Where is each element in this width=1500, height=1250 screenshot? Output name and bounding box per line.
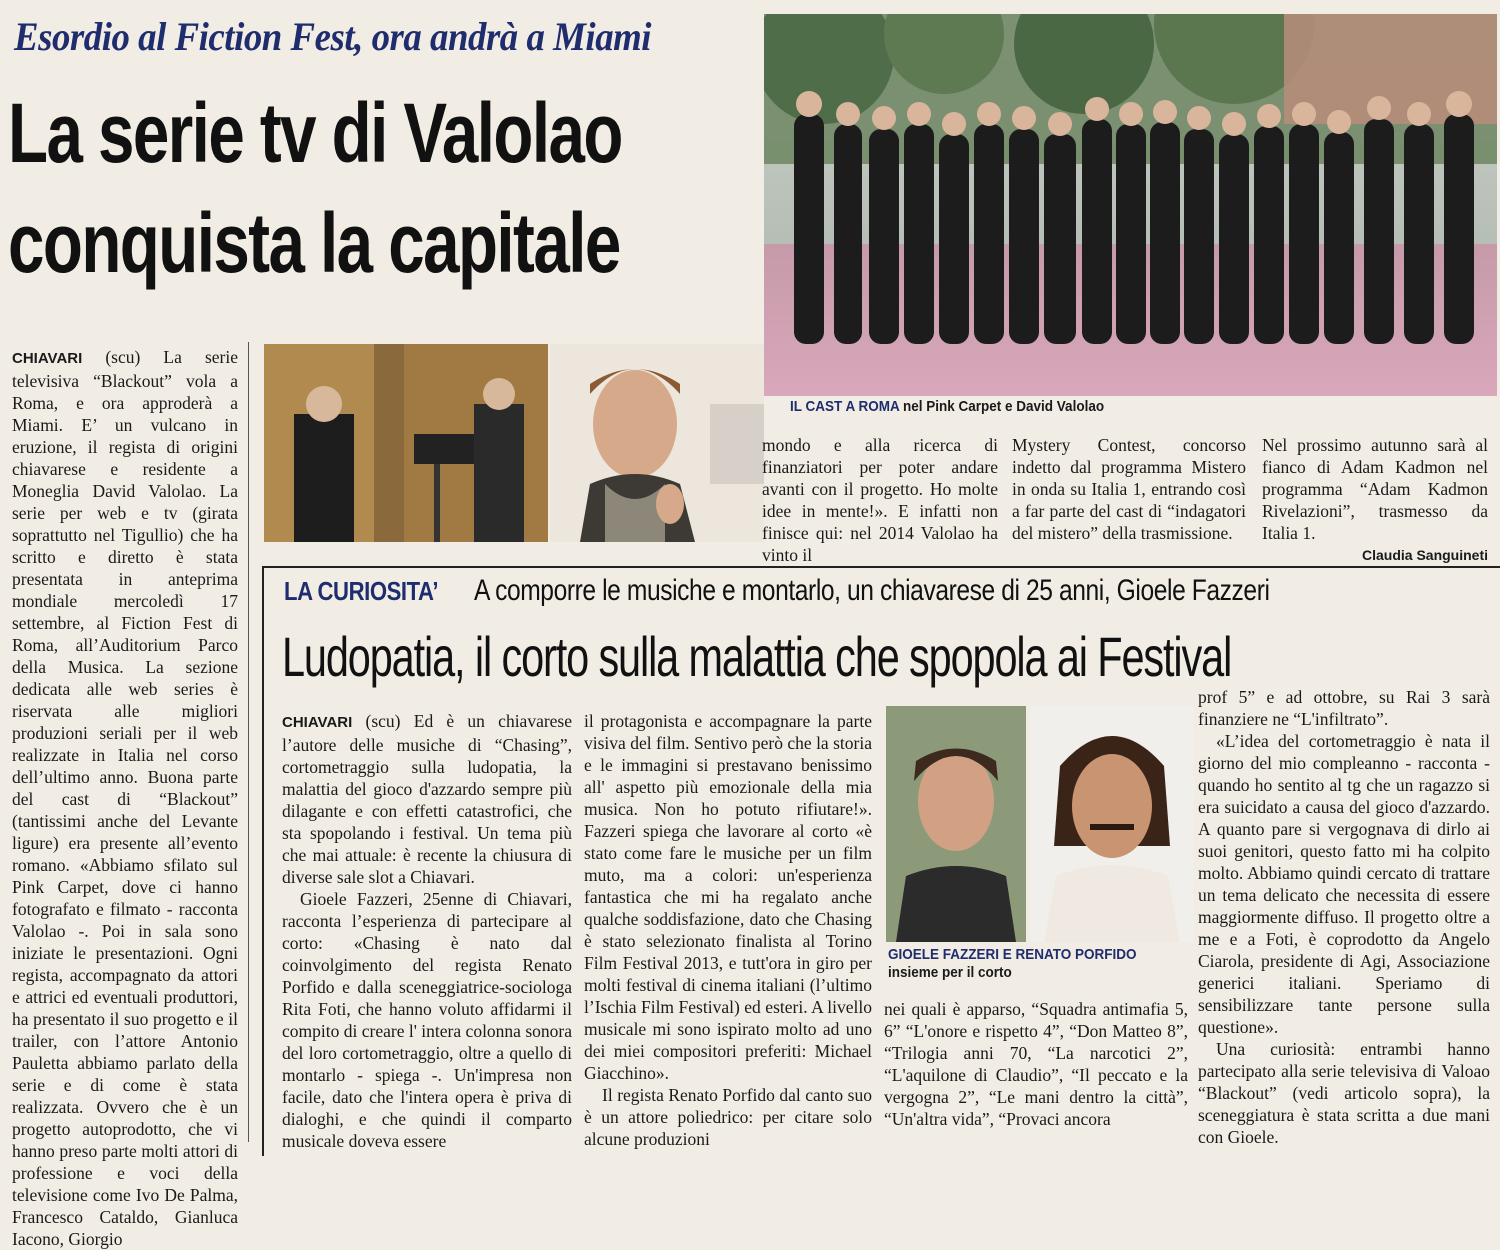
article1-body-2: mondo e alla ricerca di finanziatori per poter andare avanti con il progetto. Ho molte idee in mente!». E infatti non finisce qui: nel 2014 Valolao ha vinto il xyxy=(762,435,998,565)
cast-photo-caption-lead: IL CAST A ROMA xyxy=(790,398,900,415)
curiosity-photo-caption-lead: GIOELE FAZZERI E RENATO PORFIDO xyxy=(888,946,1137,963)
article2-column-4 xyxy=(1198,686,1490,1148)
article1-dateline: CHIAVARI xyxy=(12,350,83,367)
article2-body-3: nei quali è apparso, “Squadra antimafia 5, 6” “L'onore e rispetto 4”, “Don Matteo 8”, “Trilogia anni 70, “La narcotici 2”, “L'aquilone di Claudio”, “Il peccato e la vergogna 2”, “Le mani dentro la città”, “Un'altra vida”, “Provaci ancora xyxy=(884,999,1188,1129)
article2-dateline: CHIAVARI xyxy=(282,714,353,731)
article2-body-4c: Una curiosità: entrambi hanno partecipato alla serie televisiva di Valoao “Blackout” (vedi articolo sopra), la sceneggiatura è stata scritta a due mani con Gioele. xyxy=(1198,1039,1490,1147)
cast-group-photo xyxy=(764,14,1497,396)
gioele-fazzeri-photo xyxy=(886,706,1026,942)
curiosity-label: LA CURIOSITA’ xyxy=(284,576,439,606)
article2-body-1b: Gioele Fazzeri, 25enne di Chiavari, racconta l’esperienza di partecipare al corto: «Chasing è nato dal coinvolgimento del regista Renato Porfido e dalla sceneggiatrice-sociologa Rita Foti, che hanno voluto affidarmi il compito di creare l' intera colonna sonora del loro cortometraggio, oltre a quello di montarlo - spiega -. Un'impresa non facile, dato che l'intera opera è priva di dialoghi, e che quindi il comparto musicale doveva essere xyxy=(282,889,572,1151)
article2-body-4b: «L’idea del cortometraggio è nata il giorno del mio compleanno - racconta - quando ho sentito al tg che un ragazzo si era suicidato a causa del gioco d'azzardo. A quanto pare si vergognava di dirlo ai suoi genitori, questo fatto mi ha colpito molto. Abbiamo quindi cercato di trattare un tema delicato che necessita di essere maggiormente diffuso. Il progetto oltre a me e a Foti, è coprodotto da Angelo Ciarola, presidente di Agi, Associazione generici italiani. Speriamo di sensibilizzare tante persone sulla questione». xyxy=(1198,731,1490,1037)
article1-signature: Claudia Sanguineti xyxy=(1361,547,1488,563)
curiosity-headline: Ludopatia, il corto sulla malattia che spopola ai Festival xyxy=(282,625,1232,688)
article2-body-4a: prof 5” e ad ottobre, su Rai 3 sarà finanziere ne “L'infiltrato”. xyxy=(1198,687,1490,729)
article1-body-1: (scu) La serie televisiva “Blackout” vola a Roma, e ora approderà a Miami. E’ un vulcano in eruzione, il regista di origini chiavarese e residente a Moneglia David Valolao. La serie per web e tv (girata soprattutto nel Tigullio) che ha scritto e diretto è stata presentata in anteprima mondiale mercoledì 17 settembre, al Fiction Fest di Roma, all’Auditorium Parco della Musica. La sezione dedicata alle web series è riservata alle migliori produzioni seriali per il web realizzate in Italia nel corso dell’ultimo anno. Buona parte del cast di “Blackout” (tantissimi anche del Levante ligure) era presente all’evento romano. «Abbiamo sfilato sul Pink Carpet, dove ci hanno fotografato e filmato - racconta Valolao -. Poi in sala sono iniziate le presentazioni. Ogni regista, accompagnato da attori e attrici ed eventuali produttori, ha presentato il suo progetto e il trailer, con l’attore Antonio Pauletta abbiamo parlato della serie e di come è stata realizzata. Ovvero che è un progetto autoprodotto, che vi hanno preso parte molti attori di professione e voci della televisione come Ivo De Palma, Francesco Cataldo, Gianluca Iacono, Giorgio xyxy=(12,347,238,1249)
article1-body-3: Mystery Contest, concorso indetto dal programma Mistero in onda su Italia 1, entrando così a far parte del cast di “indagatori del mistero” della trasmissione. xyxy=(1012,435,1246,543)
article1-body-4: Nel prossimo autunno sarà al fianco di Adam Kadmon nel programma “Adam Kadmon Rivelazioni”, trasmesso da Italia 1. xyxy=(1262,435,1488,543)
article2-body-1: (scu) Ed è un chiavarese l’autore delle musiche di “Chasing”, cortometraggio sulla ludopatia, la malattia del gioco d'azzardo sempre più dilagante e con effetti catastrofici, che sta spopolando i festival. Un tema più che mai attuale: è recente la chiusura di diverse sale slot a Chiavari. xyxy=(282,711,573,887)
article2-body-2b: Il regista Renato Porfido dal canto suo è un attore poliedrico: per citare solo alcune produzioni xyxy=(584,1085,872,1149)
curiosity-photo-caption-text: insieme per il corto xyxy=(888,964,1012,981)
cast-photo-caption-text: nel Pink Carpet e David Valolao xyxy=(899,398,1105,415)
article2-column-3 xyxy=(884,998,1188,1130)
article1-column-2 xyxy=(762,434,998,566)
curiosity-photo-caption xyxy=(888,946,1167,982)
article-kicker: Esordio al Fiction Fest, ora andrà a Miami xyxy=(14,14,652,59)
article2-body-2: il protagonista e accompagnare la parte visiva del film. Sentivo però che la storia e le immagini si prestavano benissimo all' aspetto più emozionale della mia musica. Non ho potuto rifiutare!». Fazzeri spiega che lavorare al corto «è stato come fare le musiche per un film muto, ma a colori: un'esperienza fantastica che mi ha regalato anche qualche soddisfazione, dato che Chasing è stato selezionato finalista al Torino Film Festival 2013, e tutt'ora in giro per molti festival di cinema italiani (l’ultimo l’Ischia Film Festival) ed esteri. A livello musicale mi sono ispirato molto ad uno dei miei compositori preferiti: Michael Giacchino». xyxy=(584,711,872,1083)
renato-porfido-photo xyxy=(1030,706,1194,942)
article1-column-4 xyxy=(1262,434,1488,566)
article1-column-3 xyxy=(1012,434,1246,544)
film-set-photo xyxy=(264,344,548,542)
david-valolao-photo xyxy=(550,344,764,542)
cast-photo-caption xyxy=(790,398,1420,416)
curiosity-subtitle: A comporre le musiche e montarlo, un chiavarese di 25 anni, Gioele Fazzeri xyxy=(474,574,1270,607)
article-headline-line2: conquista la capitale xyxy=(8,196,620,290)
article2-column-2 xyxy=(584,710,872,1150)
article2-column-1 xyxy=(282,710,572,1152)
article1-column-1 xyxy=(12,346,238,1250)
article-headline-line1: La serie tv di Valolao xyxy=(8,86,622,180)
column-divider xyxy=(248,342,249,1142)
